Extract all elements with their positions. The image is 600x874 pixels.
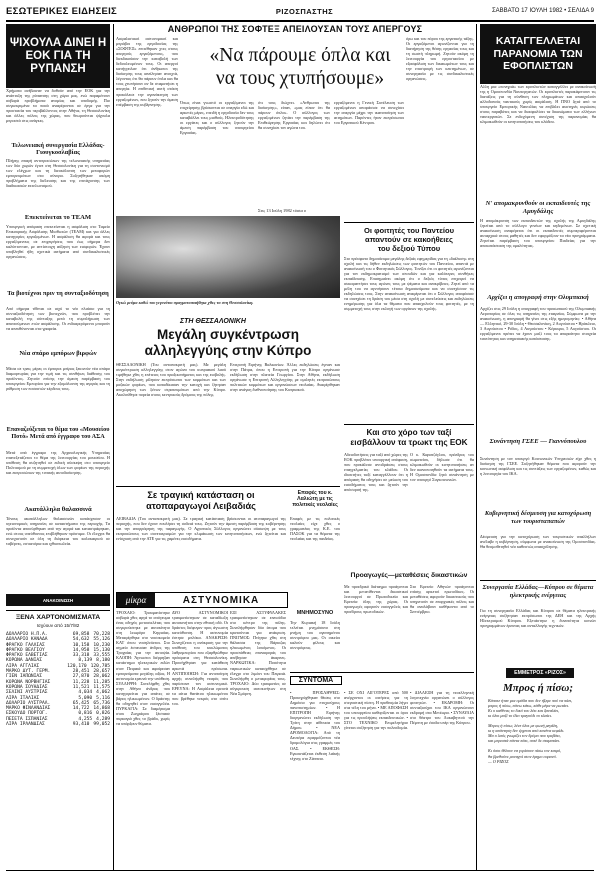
article-text: Χρήματα ανέβαιναν να δοθούν από την ΕΟΚ για την ανάπτυξη της ρύπανσης στη χώρα μας, ενώ παραμένουν σοβαρά προβλήματα ανομίας και υποδομής. Πιο συγκεκριμένα τα ποσά αναφέρονται σε έργα για την προστασία του περιβάλλοντος στην Αθήνα, τη Θεσσαλονίκη και άλλες πόλεις της χώρας, που θεωρούνται ψίχουλα μπροστά στις ανάγκες.	[6, 88, 110, 124]
poem-text: Κάποτε ήταν μια ομάδα που δεν ήξερε πού να πάει, μπρος ή πίσω, πάνω κάτω, κάθε μέρα να ρωτάει. Κι ο καθένας το δικό του λέει και ξαναλέει, κι όλοι μαζί το ίδιο τραγούδι το κλαίει. Μπρος ή πίσω; λένε όλοι με φωνή μεγάλη, κι η απάντηση δεν έρχεται από κανένα κεφάλι. Μα ο λαός γνωρίζει τον δρόμο που τραβάει, και μπροστά πάντα πάει, ποτέ δε σταματάει. Κι όσοι θέλουν να γυρίσουν πίσω τον καιρό, θα βρεθούνε μοναχοί στον έρημο ουρανό. — Ο ΡΙΖΟΣ	[488, 698, 573, 764]
mnimosyno-title: ΜΝΗΜΟΣΥΝΟ	[296, 610, 334, 616]
article-text: ΕΞΙ ΑΣΤΥΦΥΛΑΚΕΣ τραυματίστηκαν σε επεισόδιο στο κέντρο της πόλης. Συνελήφθησαν δύο άτομα που κρατούνται για ανάκριση. ΠΝΙΓΜΟΣ: Πνίγηκε χθες στη θάλασσα της Βάρκιζας ηλικιωμένος λουόμενος. Οι προσπάθειες επαναφοράς του απέβησαν άκαρπες. ΝΑΡΚΩΤΙΚΑ: Ποσότητα ναρκωτικών κατασχέθηκε σε έλεγχο στο λιμάνι του Πειραιά. Συνελήφθη ο μεταφορέας τους. ΤΡΟΧΑΙΟ: Δύο τραυματίες σε σύγκρουση αυτοκινήτων στη Νέα Σμύρνη.	[230, 610, 286, 696]
sell-rate: 4,289	[96, 716, 110, 722]
rizos-title: Μπρος ή πίσω;	[502, 682, 573, 694]
currency-name: ΣΕΛΙΝΙ ΑΥΣΤΡΙΑΣ	[6, 690, 48, 696]
footer-rule	[6, 870, 594, 871]
divider	[6, 610, 110, 611]
ad-banner: ΑΝΑΚΟΙΝΩΣΗ	[6, 594, 110, 606]
buy-rate: 28,451	[72, 669, 90, 675]
sell-rate: 99,052	[93, 722, 110, 728]
page-date: ΣΑΒΒΑΤΟ 17 ΙΟΥΛΗ 1982 • ΣΕΛΙΔΑ 9	[491, 8, 594, 14]
buy-rate: 5,090	[78, 695, 93, 701]
divider	[116, 486, 340, 487]
currency-name: ΜΑΡΚΟ ΔΥΤ. ΓΕΡΜ.	[6, 669, 51, 675]
buy-rate: 14,722	[72, 706, 90, 712]
article-text: Στο Εφετείο Αθηνών προάγονται επίσης αρκετοί πρωτοδίκες. Οι μεταθέσεις αφορούν δικαστικούς που υπηρετούν σε επαρχιακές πόλεις και θα αναλάβουν καθήκοντα από το Σεπτέμβριο.	[410, 584, 474, 615]
currency-name: ΓΙΕΝ ΙΑΠΩΝΙΑΣ	[6, 674, 42, 680]
currency-name: ΛΙΡΑ ΙΤΑΛΙΑΣ	[6, 695, 40, 701]
panteio-headline	[344, 226, 474, 253]
currency-name: ΚΟΡΩΝΑ ΔΑΝΙΑΣ	[6, 658, 42, 664]
masthead: ΡΙΖΟΣΠΑΣΤΗΣ	[275, 6, 334, 16]
divider	[344, 222, 474, 223]
sell-rate: 11,575	[93, 684, 110, 690]
article-text: Τόνους ακατάλληλων θαλασσινών κατάσχεσαν οι υγειονομικές υπηρεσίες σε καταστήματα της περιοχής. Τα προϊόντα αποσύρθηκαν από την αγορά και καταστράφηκαν, ενώ στους υπεύθυνους επιβλήθηκαν πρόστιμα. Οι έλεγχοι θα συνεχιστούν σε όλη τη διάρκεια του καλοκαιριού σε ταβέρνες, εστιατόρια και ιχθυοπωλεία.	[6, 516, 110, 547]
buy-rate: 10,158	[72, 642, 90, 648]
news-photo	[116, 216, 340, 298]
buy-rate: 93,410	[72, 722, 90, 728]
article-text: Αδειοδοτήσεις για ταξί από χώρες της ΕΟΚ προβλέπει υπουργική απόφαση, που προκάλεσε αντιδράσεις στους επαγγελματίες του κλάδου. Οι ιδιοκτήτες ταξί καταγγέλλουν ότι η απόφαση θα οδηγήσει σε μείωση του εισοδήματος τους και ζητούν την απόσυρσή της.	[344, 452, 408, 493]
panteio-line-1: Οι φοιτητές του Παντείου	[363, 226, 455, 235]
currency-name: ΚΟΡΩΝΑ ΣΟΥΗΔΙΑΣ	[6, 684, 48, 690]
buy-rate: 11,521	[72, 684, 90, 690]
table-row	[6, 722, 110, 727]
article-text: ΔΥΟ ΑΣΤΥΝΟΜΙΚΟΙ τραυματίστηκαν σε καταδίωξη αυτοκινήτου στην εθνική οδό. Οι δράστες διέφυγαν προς άγνωστη κατεύθυνση. Η αστυνομία έστησε μπλόκα. ΑΝΑΚΡΙΣΗ: Συνεχίζεται η ανάκριση για την υπόθεση του κυκλώματος λαθρεμπορίου που εξαρθρώθηκε πρόσφατα στη Θεσσαλονίκη. Προσήχθησαν για κατάθεση αρκετά πρόσωπα. ΑΝΤΙΠΟΙΗΣΗ: Για αντιποίηση αρχής συνελήφθη νεαρός που παρίστανε τον αστυνομικό. ΕΡΕΥΝΑ: Η Ασφάλεια ερευνά τα αίτια θανάτου ηλικιωμένου που βρέθηκε νεκρός στο σπίτι του.	[172, 610, 228, 706]
sell-rate: 14,868	[93, 706, 110, 712]
sell-rate: 15,130	[93, 647, 110, 653]
thess-line-2: αλληλεγγύης στην Κύπρο	[144, 343, 312, 358]
sell-rate: 65,736	[93, 700, 110, 706]
currency-name: ΜΑΡΚΟ ΦΙΝΛΑΝΔΙΑΣ	[6, 706, 51, 712]
article-text: ΛΕΙΒΑΔΙΑ (Του ανταποκριτή μας). Σε τραγική κατάσταση βρίσκονται οι ατοπαραγωγοί της περιοχής, που δεν έχουν πουλήσει τη σοδειά τους. Ζητούν την άμεση παρέμβαση της κυβέρνησης και την απορρόφηση της παραγωγής. Ο Αγροτικός Σύλλογος οργανώνει σύσκεψη με τους εκπροσώπους των συνεταιρισμών για την κλιμάκωση των κινητοποιήσεων, ενώ ζητείται και ενίσχυση από την ΑΤΕ για τις χαμένες εισοδήματα.	[116, 516, 286, 542]
currency-name: ΦΡΑΓΚΟ ΕΛΒΕΤΙΑΣ	[6, 653, 48, 659]
article-text: Μέσα σε τρεις μέρες οι έμποροι μπίρας ξεκινούν νέα σπάρο διαμαρτυρίας για την τιμή και τις συνθήκες διάθεσης του προϊόντος. Ζητούν επίσης την άμεση παρέμβαση του υπουργείου Εμπορίου για την εξομάλυνση της αγοράς και τη ρύθμιση των ποσοστών κέρδους τους.	[6, 366, 110, 392]
article-text: Η απομάκρυνση των εκπαιδευτών της σχολής της Αμυγδάλης ζητείται από το σύλλογο γονέων και κηδεμόνων. Σε σχετική ανακοίνωση αναφέρεται ότι οι εκπαιδευτές συμπεριφέρονται αυταρχικά στους μαθητές και δεν εφαρμόζουν τα νέα προγράμματα. Ζητείται παρέμβαση του υπουργείου Παιδείας για την αποκατάσταση της ομαλότητας.	[480, 218, 596, 249]
headline-box-right	[480, 24, 596, 84]
sell-rate: 70,228	[93, 632, 110, 637]
subhead: Κυβερνητική δέσμευση για κατοχύρωση των τουρισταπαπών	[484, 510, 592, 525]
currency-name: ΛΙΡΑ ΙΡΛΑΝΔΙΑΣ	[6, 722, 45, 728]
buy-rate: 4,034	[78, 690, 93, 696]
column-divider	[476, 24, 477, 870]
currency-name: ΠΕΣΕΤΑ ΙΣΠΑΝΙΑΣ	[6, 716, 48, 722]
article-text: ότι τους διώχνει. «Ανθρωποι της διοίκησης», είπαν, «μας είπαν ότι θα πάρουν όπλα». Ο σύλλογος των εργαζομένων ζητάει την παρέμβαση της Επιθεώρησης Εργασίας και δηλώνει ότι θα συνεχίσει τον αγώνα του.	[258, 100, 330, 131]
buy-rate: 14,958	[72, 647, 90, 653]
small-headline: Προαγωγές—μεταθέσεις δικαστικών	[350, 572, 468, 579]
subhead: Συνεργασία Ελλάδας—Κύπρου σε θέματα ηλεκτρικής ενέργειας	[482, 584, 594, 599]
headline-box-left	[6, 24, 110, 88]
currency-name: ΔΟΛΛΑΡΙΟ Η.Π.Α.	[6, 632, 48, 637]
sell-rate: 28,657	[93, 669, 110, 675]
eok-line-1: Και στο χόρο των ταξί	[366, 428, 452, 437]
panteio-line-2: απαντούν σε κακοήθειες	[365, 235, 453, 244]
currency-name: ΦΡΑΓΚΟ ΒΕΛΓΙΟΥ	[6, 647, 45, 653]
buy-rate: 4,255	[78, 716, 93, 722]
sell-rate: 0,826	[96, 711, 110, 717]
sell-rate: 28,062	[93, 674, 110, 680]
pris-line-2: ατοπαραγωγοί Λειβαδιάς	[146, 501, 256, 511]
astynomika-title: ΑΣΤΥΝΟΜΙΚΑ	[182, 594, 260, 606]
currency-name: ΚΟΡΩΝΑ ΝΟΡΒΗΓΙΑΣ	[6, 679, 51, 685]
buy-rate: 0,816	[78, 711, 93, 717]
dateline-text: Στις 13 Ιούλη 1982 τόσια ο	[258, 208, 307, 213]
thess-headline	[116, 327, 340, 359]
article-text: Επαφές με τις πολιτικές νεολαίες είχε χθες ο γραμματέας της Κ.Ε. του ΠΑΣΟΚ για τα θέματα της νεολαίας και της παιδείας.	[290, 516, 340, 542]
buy-rate: 65,425	[72, 700, 90, 706]
sell-rate: 33,555	[93, 653, 110, 659]
article-text: ΤΡΟΧΑΙΟ: Τραυματίστηκε σοβαρά χθες αργά το απόγευμα ένας οδηγός μοτοσικλέτας που συγκρούστηκε με αυτοκίνητο στη λεωφόρο Κηφισίας. Μεταφέρθηκε στο νοσοκομείο ΚΑΤ όπου νοσηλεύεται. Στο σημείο έσπευσαν άνδρες της Τροχαίας για την αυτοψία. ΚΛΟΠΗ: Άγνωστοι διέρρηξαν κατάστημα ηλεκτρικών ειδών στον Πειραιά και αφαίρεσαν εμπορεύματα μεγάλης αξίας. Η αστυνομία ερευνά την υπόθεση. ΣΥΛΛΗΨΗ: Συνελήφθη χθες στην Αθήνα άνδρας που κατηγορείται για απάτες σε βάρος ηλικιωμένων. Ο δράστης θα οδηγηθεί στον εισαγγελέα. ΠΥΡΚΑΓΙΑ: Σε διαμέρισμα στου Ζωγράφου ξέσπασε πυρκαγιά χθες το βράδυ, χωρίς να υπάρξουν θύματα.	[116, 610, 170, 727]
thess-line-1: Μεγάλη συγκέντρωση	[157, 327, 299, 342]
subhead: Ακατάλληλα θαλασσινά	[24, 506, 92, 513]
astynomika-banner	[116, 592, 288, 608]
currency-name: ΔΟΛΛΑΡΙΟ ΚΑΝΑΔΑ	[6, 637, 48, 643]
rizos-label: ΕΜΜΕΤΡΟΣ «ΡΙΖΟΣ»	[506, 668, 574, 678]
small-headline: Επαφές του κ. Λαλιώτη με τις πολιτικές νεολαίες	[292, 490, 338, 508]
article-text: Όπως είναι γνωστό οι εργαζόμενοι της επιχείρησης βρίσκονται σε απεργία εδώ και αρκετές μέρες, επειδή η εργοδοσία δεν τους καταβάλλει τους μισθούς. Ηλεκτροδότησης οι εργάτες και ο σύλλογος ζητούν την άμεση παρέμβαση του υπουργείου Εργασίας.	[180, 100, 254, 136]
sell-rate: 11,285	[93, 679, 110, 685]
page-header	[6, 4, 594, 18]
divider	[290, 672, 474, 673]
eok-headline	[344, 428, 474, 448]
sell-rate: 120,785	[90, 663, 110, 669]
article-text: Από σήμερα τίθεται σε ισχύ το νέο πλαίσιο για τη συνταξιοδότηση των βιοτεχνών, που προβλέπει την καταβολή της σύνταξης μετά τη συμπλήρωση των απαιτούμενων ετών ασφάλισης. Οι ενδιαφερόμενοι μπορούν να απευθύνονται στα γραφεία.	[6, 306, 110, 332]
currency-name: ΦΡΑΓΚΟ ΓΑΛΛΙΑΣ	[6, 642, 45, 648]
article-text: • ΠΡΟΣΛΗΨΕΙΣ: Προκηρύχθηκαν θέσεις στο Δημόσιο για πτυχιούχους πανεπιστημίων. • Η ΕΠΙΤΡΟΠΗ Ειρήνης διοργανώνει εκδήλωση την Τρίτη στην αίθουσα του Δήμου. • ΝΕΑ ΔΡΟΜΟΛΟΓΙΑ: Από τη Δευτέρα εφαρμόζονται νέα δρομολόγια στις γραμμές του ΟΑΣ. • ΕΚΘΕΣΗ: Εγκαινιάζεται έκθεση λαϊκής τέχνης στο Ζάππειο.	[290, 690, 340, 761]
sell-rate: 55,126	[93, 637, 110, 643]
article-text: Δέσμευση για την κατοχύρωση των τουριστικών υπαλλήλων ανέλαβε η κυβέρνηση, σύμφωνα με ανακοίνωση της Ομοσπονδίας. Θα θεσμοθετηθεί νέο καθεστώς απασχόλησης.	[480, 534, 596, 550]
sell-rate: 4,062	[96, 690, 110, 696]
pris-line-1: Σε τραγική κατάσταση οι	[147, 490, 255, 500]
thess-kicker: ΣΤΗ ΘΕΣΣΑΛΟΝΙΚΗ	[180, 318, 246, 325]
column-divider	[113, 24, 114, 870]
header-rule	[6, 20, 594, 22]
subhead: Αρχίζει η απογραφή στην Ολυμπιακή	[487, 294, 589, 301]
table-title: ΞΕΝΑ ΧΑΡΤΟΝΟΜΙΣΜΑΤΑ	[15, 614, 101, 621]
currency-rates	[73, 722, 110, 727]
pris-headline	[116, 490, 286, 512]
sell-rate: 8,180	[96, 658, 110, 664]
subhead: Τα βιοτέχνοι πριν τη συνταξιοδότηση	[7, 290, 109, 297]
article-text: Για τη συνεργασία Ελλάδας και Κύπρου σε θέματα ηλεκτρικής ενέργειας συζήτησαν εκπρόσωποι της ΔΕΗ και της Αρχής Ηλεκτρισμού Κύπρου. Εξετάστηκε η δυνατότητα κοινών προγραμμάτων έρευνας και ανταλλαγής τεχνικών.	[480, 608, 596, 629]
article-text: Την Κυριακή 18 Ιούλη τελείται μνημόσυνο στη μνήμη του αγαπημένου συντρόφου μας. Οι οικείοι καλούν φίλους και συντρόφους.	[290, 620, 340, 651]
article-text: εργαζόμενοι η Γενική Συνέλευση των εργαζομένων αποφάσισε να συνεχίσει την απεργία μέχρι την ικανοποίηση των αιτημάτων. Παρόντες ήταν εκπρόσωποι του Εργατικού Κέντρου.	[334, 100, 404, 126]
article-text: Στο πρόσφατο δημοσίευμα μεγάλης δεξιάς εφημερίδας για τη «διάλυση» στη σχολή και τις δήθεν εκδηλώσεις των φοιτητών του Παντείου, απαντά με ανακοίνωσή του ο Φοιτητικός Σύλλογος. Τονίζει ότι οι φοιτητές αγωνίζονται για τον εκδημοκρατισμό των σπουδών και για καλύτερες συνθήκες εκπαίδευσης. Επισημαίνει ακόμη ότι ο δεξιός τύπος επιχειρεί να συκοφαντήσει τους αγώνες τους με ψέματα και ανακρίβειες. Ζητεί από τα μέλη του να αγνοήσουν τέτοια δημοσιεύματα και να συνεχίσουν τις εκδηλώσεις τους. Στην ανακοίνωση αναφέρεται ότι ο Σύλλογος αποφάσισε να συνεχίσει τη δράση του μέσα στη σχολή με συνελεύσεις και εκδηλώσεις ενημέρωσης για όλα τα θέματα που απασχολούν τους φοιτητές, με τη συμμετοχή τους στην εκλογή των οργάνων της σχολής.	[344, 256, 474, 312]
kicker: ΑΝΘΡΩΠΟΙ ΤΗΣ ΣΟΦΤΕΞ ΑΠΕΙΛΟΥΣΑΝ ΤΟΥΣ ΑΠΕΡΓΟΥΣ	[167, 24, 423, 34]
article-text: Επιτροπή Ειρήνης Βαλκανίων. Άλλες εκδηλώσεις έγιναν και στην Πάτρα, όπου η Επιτροπή για την Κύπρο οργάνωσε εκδήλωση στην πλατεία Γεωργίου. Στην Αθήνα, εκδήλωση οργάνωσε η Επιτροπή Αλληλεγγύης με ομιλητές εκπροσώπους πολιτικών κομμάτων και οργανώσεων νεολαίας. Αναφέρθηκαν στην ανάγκη διεθνοποίησης του Κυπριακού.	[230, 362, 340, 393]
buy-rate: 33,318	[72, 653, 90, 659]
article-text: Με προεδρικό διάταγμα προάγονται και μετατίθενται δικαστικοί λειτουργοί σε Πρωτοδικεία και Εφετεία όλης της χώρας. Οι προαγωγές αφορούν εισαγγελείς και προέδρους πρωτοδικών.	[344, 584, 408, 615]
buy-rate: 8,139	[78, 658, 93, 664]
divider	[344, 424, 474, 425]
article-text: ΘΕΣΣΑΛΟΝΙΚΗ (Του ανταποκριτή μας). Με μεγάλη συγκέντρωση αλληλεγγύης στον αγώνα του κυπριακού λαού τιμήθηκε χθες η επέτειος του πραξικοπήματος και της εισβολής. Στην εκδήλωση μίλησαν εκπρόσωποι των κομμάτων και των μαζικών φορέων, που καταδίκασαν την κατοχή και ζήτησαν αποχώρηση των ξένων στρατευμάτων από την Κύπρο. Ακολούθησε πορεία στους κεντρικούς δρόμους της πόλης.	[116, 362, 226, 398]
buy-rate: 54,632	[72, 637, 90, 643]
article-text: Μετά από έγγραφο της Αρχαιολογικής Υπηρεσίας επανεξετάζεται το θέμα της λειτουργίας του μουσείου. Η υπόθεση θα συζητηθεί σε ειδική σύσκεψη στο υπουργείο Πολιτισμού με τη συμμετοχή όλων των φορέων της περιοχής και εκπροσώπων της τοπικής αυτοδιοίκησης.	[6, 450, 110, 476]
sell-rate: 10,230	[93, 642, 110, 648]
subhead: Νέα σπάρο εμπόρων βιρφών	[19, 350, 97, 357]
panteio-line-3: του δεξιού Τύπου	[377, 244, 441, 253]
headline-left: ΨΙΧΟΥΛΑ ΔΙΝΕΙ Η ΕΟΚ ΓΙΑ ΤΗ ΡΥΠΑΝΣΗ	[9, 36, 107, 75]
eok-line-2: εισβάλλουν τα τρωκτ της ΕΟΚ	[350, 438, 468, 447]
buy-rate: 27,870	[72, 674, 90, 680]
headline-right: ΚΑΤΑΓΓΕΛΛΕΤΑΙ ΠΑΡΑΝΟΜΙΑ ΤΩΝ ΕΦΟΠΛΙΣΤΩΝ	[493, 35, 583, 73]
article-text: • ΔΙΑΛΕΞΗ για τη νεοελληνική λογοτεχνία οργανώνει ο σύλλογος φοιτητών. • ΕΚΔΡΟΜΗ: Οι συνταξιούχοι του ΙΚΑ οργανώνουν εκδρομή στα Μετέωρα. • ΣΥΝΑΥΛΙΑ στο θέατρο του Λυκαβηττού την Πέμπτη με έσοδα υπέρ της Κύπρου.	[410, 690, 474, 726]
subhead: Συνάντηση ΓΣΕΕ — Γιαννόπουλου	[489, 438, 587, 445]
buy-rate: 120,170	[67, 663, 87, 669]
quote-line-2: να τους χτυπήσουμε»	[215, 68, 385, 89]
article-text: Ο κ. Καρατζόγλου, πρόεδρος του σωματείου, δήλωσε ότι θα κλιμακωθούν οι κινητοποιήσεις αν δεν ικανοποιηθούν τα αιτήματα τους. Η Ομοσπονδία ζητά συνάντηση με τον υπουργό Συγκοινωνιών.	[410, 452, 474, 483]
syntoma-title: ΣΥΝΤΟΜΑ	[290, 676, 342, 685]
currency-name: ΔΟΛΑΡΙΟ ΑΥΣΤΡΑΛ.	[6, 700, 51, 706]
buy-rate: 11,228	[72, 679, 90, 685]
astynomika-small: μίκρα	[117, 593, 155, 607]
currency-table	[6, 632, 110, 727]
article-text: Πλήρης επαφή αντιπροσώπων της τελωνειακής υπηρεσίας των δύο χωρών έγινε στη Θεσσαλονίκη για τη συντονισμό των ελέγχων και τη διευκόλυνση των μεταφορών εμπορευμάτων στα σύνορα. Συζητήθηκαν ακόμη προβλήματα της διέλευσης και της επιτάχυνσης των διαδικασιών εκτελωνισμού.	[6, 158, 110, 189]
table-subtitle: Ισχύουν από 15/7/82	[36, 623, 80, 628]
article-text: Υπουργική απόφαση επεκτείνεται η ασφάλιση στο Ταμείο Επικουρικής Ασφάλισης Μισθωτών (ΤΕΑΜ) και για άλλες κατηγορίες εργαζομένων. Η ασφάλιση θα αφορά και τους εργαζόμενους σε επιχειρήσεις που έως σήμερα δεν καλύπτονταν, με αντίστοιχη αύξηση των εισφορών. Έχουν υποβληθεί ήδη σχετικά αιτήματα από συνδικαλιστικές οργανώσεις.	[6, 224, 110, 260]
article-text: Αλλη μια «πονηριά» των εφοπλιστών καταγγέλλει με ανακοίνωσή της η Ομοσπονδία Ναυτεργατών. Οι εφοπλιστές παρακάμπτουν τις διατάξεις για τη σύνθεση των πληρωμάτων και απασχολούν αλλοδαπούς ναυτικούς χωρίς ασφάλιση. Η ΠΝΟ ζητά από το υπουργείο Εμπορικής Ναυτιλίας να επιβάλει αυστηρές κυρώσεις στους παραβάτες και να διασφαλίσει τα δικαιώματα των ελλήνων ναυτεργατών. Σε ενδεχόμενη συνέχιση της παρανομίας θα κλιμακωθούν οι κινητοποιήσεις του κλάδου.	[480, 84, 596, 125]
article-text: Συνάντηση με τον υπουργό Κοινωνικών Υπηρεσιών είχε χθες η διοίκηση της ΓΣΕΕ. Συζητήθηκαν θέματα που αφορούν την κοινωνική ασφάλιση και τις συντάξεις των εργαζομένων, καθώς και η λειτουργία του ΙΚΑ.	[480, 456, 596, 477]
sell-rate: 5,116	[96, 695, 110, 701]
subhead: Ν' απομακρυνθούν οι εκπαιδευτές της Αμυγδάλης	[485, 200, 591, 215]
article-text: Ασφαλιστικοί αστυνομικοί και μπράβοι της εργοδοσίας της «ΣΟΦΤΕΞ» επιτέθηκαν χτες στους απεργούς εργαζόμενους, που διεκδικούσαν την καταβολή των δεδουλευμένων τους. Οι απεργοί κατήγγειλαν ότι άνθρωποι της διοίκησης τους απείλησαν ανοιχτά, λέγοντας ότι θα πάρουν όπλα και θα τους χτυπήσουν αν δε σταματήσει η απεργία. Η επιθετική αυτή στάση προκάλεσε την αγανάκτηση των εργαζομένων, που ζητούν την άμεση επέμβαση της κυβέρνησης.	[116, 36, 178, 107]
section-title: ΕΣΩΤΕΡΙΚΕΣ ΕΙΔΗΣΕΙΣ	[6, 5, 118, 17]
article-text: όρω και του πόρου της εργατικής τάξης. Οι εργαζόμενοι αγωνίζονται για τη διατήρηση της θέσης εργασίας τους και τη σωστή πληρωμή. Ζητούν ακόμη τη λειτουργία του εργοστασίου με εξασφάλιση των δικαιωμάτων τους και την επιστροφή των κεκτημένων, σε συνεργασία με τις συνδικαλιστικές οργανώσεις.	[406, 36, 474, 82]
photo-caption: Ογκώ ρεύμα καθώ του γεγονότοι πραγματοποιήθηκε χθες τα στη Θεσσαλονίκη.	[116, 300, 254, 305]
article-text: Αρχίζει στις 29 Ιούλη η απογραφή του προσωπικού της Ολυμπιακής Αεροπορίας σε όλες τις υπηρεσίες της εταιρείας. Σύμφωνα με την ανακοίνωση, η απογραφή θα γίνει στις εξής ημερομηνίες: • Αθήνα — Ελληνικό, 29-30 Ιούλη • Θεσσαλονίκη, 2 Αυγούστου • Ηράκλειο, 3 Αυγούστου • Ρόδος, 4 Αυγούστου • Κέρκυρα, 5 Αυγούστου. Οι εργαζόμενοι πρέπει να έχουν μαζί τους τα απαραίτητα στοιχεία ταυτότητας και υπηρεσιακής κατάστασης.	[480, 306, 596, 342]
subhead: Τελωνειακή συνεργασία Ελλάδας-Γιουγκοσλαβίας	[11, 142, 105, 156]
currency-name: ΛΙΡΑ ΑΓΓΛΙΑΣ	[6, 663, 40, 669]
buy-rate: 69,858	[72, 632, 90, 637]
currency-name: ΕΣΚΟΥΔΟ ΠΟΡΤΟΓ.	[6, 711, 48, 717]
quote-line-1: «Να πάρουμε όπλα και	[209, 45, 391, 66]
divider	[480, 580, 596, 581]
subhead: Επεκτείνεται το ΤΕΑΜ	[24, 214, 92, 221]
article-text: • ΣΕ ΟΧΙ ΛΙΓΟΤΕΡΕΣ από 500 ανέρχονται οι αιτήσεις για τη στεγαστική πίστη. Η προθεσμία λήγει στα τέλη του μήνα. • ΜΕ ΑΠΟΦΑΣΗ του υπουργείου καθορίζονται οι όροι για τις προσλήψεις εκπαιδευτικών. • ΣΤΟ ΤΕΧΝΙΚΟ Επιμελητήριο γίνεται συζήτηση για την πολεοδομία.	[344, 690, 408, 731]
subhead: Επαναζεύξεται το θέμα του «Μουσείου Ποτό» Μετά από έγγραφο του ΑΣΑ	[6, 426, 110, 440]
main-headline	[180, 44, 420, 90]
